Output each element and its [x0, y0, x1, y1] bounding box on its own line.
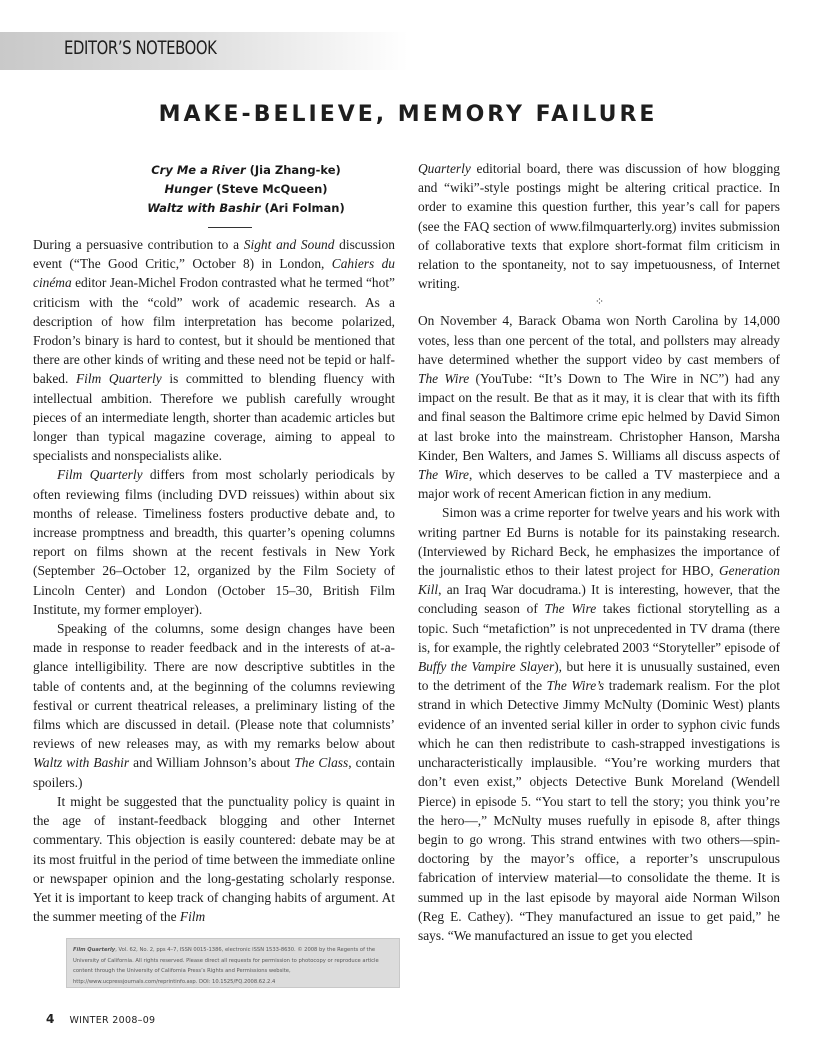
film-title: Hunger [164, 182, 213, 196]
page-footer [46, 1008, 155, 1027]
film-item [110, 180, 382, 199]
section-banner [0, 32, 408, 70]
film-title: Cry Me a River [151, 163, 246, 177]
paragraph: Film Quarterly differs from most scholarly periodicals by often reviewing films (including DVD reissues) within about six months of release. Timeliness fosters productive debate and, to increase promptness and breadth, this quarter’s opening columns report on films shown at the recent festivals in New York (September 26–October 12, organized by the Film Society of Lincoln Center) and London (October 15–30, British Film Institute, my former employer). [33, 467, 395, 617]
film-title: Waltz with Bashir [147, 201, 261, 215]
film-list [110, 161, 382, 218]
paragraph: It might be suggested that the punctuality policy is quaint in the age of instant-feedback blogging and other Internet commentary. This objection is easily countered: debate may be at its most fruitful in the period of time between the immediate online or newspaper opinion and the long-gestating scholarly response. Yet it is important to keep track of changing habits of argument. At the summer meeting of the Film [33, 793, 395, 925]
left-column [33, 235, 395, 926]
paragraph: On November 4, Barack Obama won North Carolina by 14,000 votes, less than one percent of the total, and pollsters may already have determined whether the support video by cast members of The Wire (YouTube: “It’s Down to The Wire in NC”) had any impact on the result. Be that as it may, it is clear that with its fifth and final season the Baltimore crime epic helmed by David Simon at last broke into the mainstream. Christopher Hanson, Marsha Kinder, Ben Walters, and James S. Williams all discuss aspects of The Wire, which deserves to be called a TV masterpiece and a major work of recent American fiction in any medium. [418, 313, 780, 502]
section-label: EDITOR’S NOTEBOOK [64, 37, 217, 59]
article-title: MAKE-BELIEVE, MEMORY FAILURE [158, 102, 658, 127]
issue-label: WINTER 2008–09 [69, 1015, 156, 1026]
film-item [110, 161, 382, 180]
paragraph: Speaking of the columns, some design changes have been made in response to reader feedback and in the interests of at-a-glance intelligibility. There are now descriptive subtitles in the table of contents and, at the beginning of the columns reviewing festival or current theatrical releases, a preliminary listing of the films which are discussed in detail. (Please note that columnists’ reviews of new releases may, as with my remarks below about Waltz with Bashir and William Johnson’s about The Class, contain spoilers.) [33, 621, 395, 790]
film-director: (Steve McQueen) [216, 182, 328, 196]
rights-notice [66, 938, 400, 988]
film-director: (Jia Zhang-ke) [249, 163, 341, 177]
film-item [110, 199, 382, 218]
paragraph: During a persuasive contribution to a Sight and Sound discussion event (“The Good Critic,” October 8) in London, Cahiers du cinéma editor Jean-Michel Frodon contrasted what he termed “hot” criticism with the “cold” work of academic research. As a description of how film interpretation has become polarized, Frodon’s binary is hard to contest, but it should be mentioned that there are other kinds of writing and these need not be tepid or half-baked. Film Quarterly is committed to blending fluency with intellectual ambition. Therefore we publish carefully wrought pieces of an intermediate length, shorter than academic articles but longer than typical magazine coverage, aiming to appeal to specialists and nonspecialists alike. [33, 237, 395, 464]
paragraph: Simon was a crime reporter for twelve years and his work with writing partner Ed Burns is notable for its painstaking research. (Interviewed by Richard Beck, he emphasizes the importance of the journalistic ethos to their latest project for HBO, Generation Kill, an Iraq War docudrama.) It is interesting, however, that the concluding season of The Wire takes fictional storytelling as a topic. Such “metafiction” is not unprecedented in TV drama (there is, for example, the rightly celebrated 2003 “Storyteller” episode of Buffy the Vampire Slayer), but here it is unusually sustained, even to the detriment of the The Wire’s trademark realism. For the plot strand in which Detective Jimmy McNulty (Dominic West) plants evidence of an invented serial killer in order to syphon civic funds which he can then redistribute to cash-strapped investigations is uncharacteristically implausible. “You’re working murders that don’t even exist,” objects Detective Bunk Moreland (Wendell Pierce) in episode 5. “You start to tell the story; you think you’re the hero—,” McNulty muses ruefully in episode 8, after things begin to go wrong. This strand entwines with two others—spin-doctoring by the mayor’s office, a reporter’s unscrupulous fabrication of interview material—to consolidate the theme. It is summed up in the last episode by mayoral aide Norman Wilson (Reg E. Cathey). “They manufactured an issue to get paid,” he says. “We manufactured an issue to get you elected [418, 505, 780, 943]
right-column [418, 159, 780, 945]
rights-text: , Vol. 62, No. 2, pps 4–7, ISSN 0015-1386, electronic ISSN 1533-8630. © 2008 by the Regents of the University of California. All rights reserved. Please direct all requests for permission to photocopy or reproduce article content through the University of California Press’s Rights and Permissions website, http://www.ucpressjournals.com/reprintinfo.asp. DOI: 10.1525/FQ.2008.62.2.4 [73, 947, 379, 985]
page-number: 4 [46, 1012, 55, 1026]
journal-name: Film Quarterly [73, 947, 116, 953]
paragraph: Quarterly editorial board, there was discussion of how blogging and “wiki”-style postings might be altering critical practice. In order to examine this question further, this year’s call for papers (see the FAQ section of www.filmquarterly.org) invites submission of collaborative texts that explore short-format film criticism in relation to the spontaneity, not to say impetuousness, of Internet writing. [418, 161, 780, 292]
section-break-icon: ⁘ [594, 295, 604, 309]
film-list-divider [208, 227, 252, 228]
film-director: (Ari Folman) [264, 201, 345, 215]
